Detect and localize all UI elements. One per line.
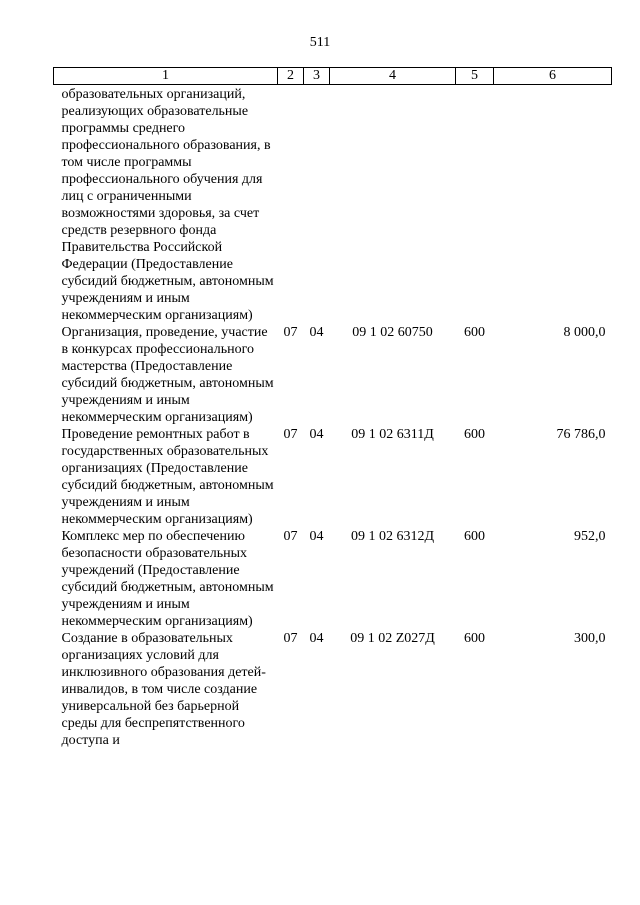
table-row xyxy=(54,426,612,528)
row-target-code xyxy=(330,85,456,325)
row-expense-type: 600 xyxy=(464,529,485,544)
row-amount: 300,0 xyxy=(574,631,606,646)
row-target-code: 09 1 02 60750 xyxy=(352,325,433,340)
row-expense-type: 600 xyxy=(464,427,485,442)
row-target-code: 09 1 02 Z027Д xyxy=(350,631,435,646)
row-subsection: 04 xyxy=(309,427,324,442)
column-header-4: 4 xyxy=(330,68,456,85)
row-target-code: 09 1 02 6312Д xyxy=(350,529,435,544)
row-expense-type: 600 xyxy=(464,325,485,340)
row-name: Организация, проведение, участие в конкурсах профессионального мастерства (Предоставление субсидий бюджетным, автономным учреждениям и иным некоммерческим организациям) xyxy=(61,325,274,425)
row-amount: 952,0 xyxy=(574,529,606,544)
row-section: 07 xyxy=(283,427,298,442)
table-body xyxy=(54,85,612,750)
table-header xyxy=(54,68,612,85)
row-expense-type: 600 xyxy=(464,631,485,646)
row-name: образовательных организаций, реализующих образовательные программы среднего профессионального образования, в том числе программы профессионального обучения для лиц с ограниченными возможностями здоровья, за счет средств резервного фонда Правительства Российской Федерации (Предоставление субсидий бюджетным, автономным учреждениям и иным некоммерческим организациям) xyxy=(61,87,274,323)
column-header-5: 5 xyxy=(456,68,494,85)
table-row xyxy=(54,528,612,630)
column-header-1: 1 xyxy=(54,68,278,85)
row-subsection: 04 xyxy=(309,325,324,340)
column-header-2: 2 xyxy=(278,68,304,85)
row-subsection: 04 xyxy=(309,529,324,544)
table-row xyxy=(54,324,612,426)
row-amount xyxy=(494,85,612,325)
row-name: Комплекс мер по обеспечению безопасности образовательных учреждений (Предоставление субсидий бюджетным, автономным учреждениям и иным некоммерческим организациям) xyxy=(61,529,274,629)
row-name: Создание в образовательных организациях условий для инклюзивного образования детей-инвалидов, в том числе создание универсальной без барьерной среды для беспрепятственного доступа и xyxy=(61,631,266,748)
row-section: 07 xyxy=(283,529,298,544)
column-header-3: 3 xyxy=(304,68,330,85)
row-subsection: 04 xyxy=(309,631,324,646)
row-expense-type xyxy=(456,85,494,325)
page-number: 511 xyxy=(309,35,331,50)
table-row xyxy=(54,85,612,325)
row-subsection xyxy=(304,85,330,325)
row-section: 07 xyxy=(283,325,298,340)
row-amount: 76 786,0 xyxy=(556,427,606,442)
column-header-6: 6 xyxy=(494,68,612,85)
header-row xyxy=(54,68,612,85)
row-amount: 8 000,0 xyxy=(563,325,606,340)
budget-table xyxy=(53,67,612,749)
row-section xyxy=(278,85,304,325)
row-section: 07 xyxy=(283,631,298,646)
table-row xyxy=(54,630,612,749)
row-target-code: 09 1 02 6311Д xyxy=(351,427,434,442)
row-name: Проведение ремонтных работ в государственных образовательных организациях (Предоставление субсидий бюджетным, автономным учреждениям и иным некоммерческим организациям) xyxy=(61,427,274,527)
